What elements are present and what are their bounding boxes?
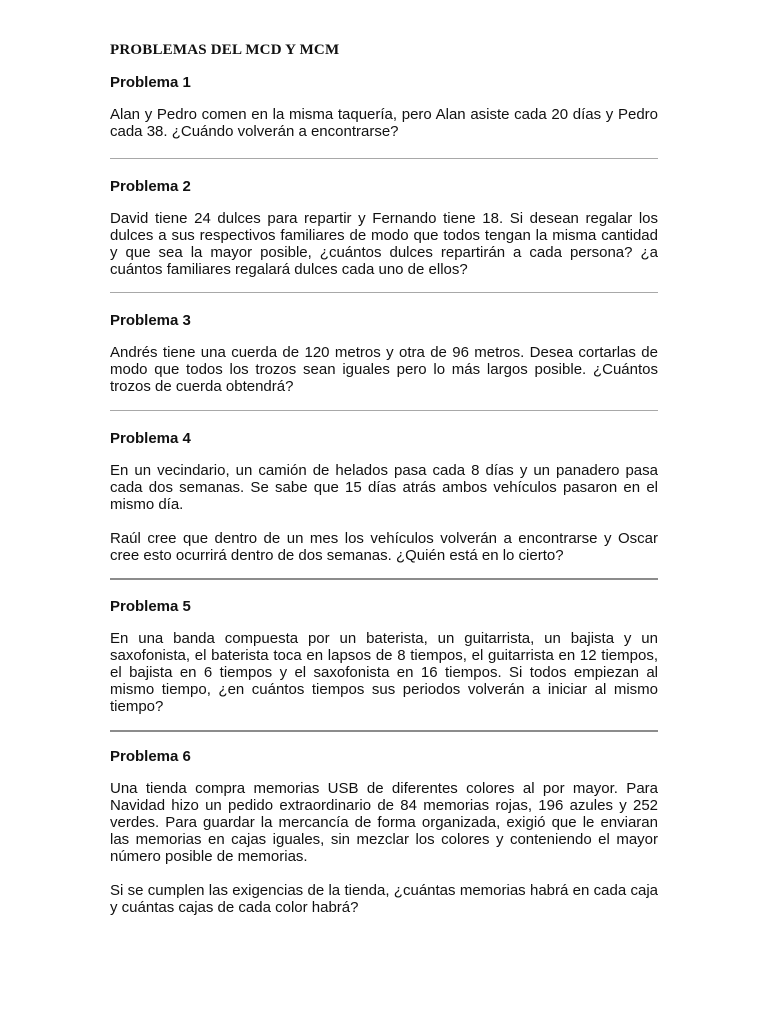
problem-2	[110, 178, 658, 278]
document-title: PROBLEMAS DEL MCD Y MCM	[110, 42, 340, 58]
problem-5-heading: Problema 5	[110, 598, 191, 615]
problem-1-heading: Problema 1	[110, 74, 191, 91]
problem-2-text: David tiene 24 dulces para repartir y Fernando tiene 18. Si desean regalar los dulces a sus respectivos familiares de modo que todos tengan la misma cantidad y que sea la mayor posible, ¿cuántos dulces repartirán a cada persona? ¿a cuántos familiares regalará dulces cada uno de ellos?	[110, 210, 658, 278]
problem-4-text: En un vecindario, un camión de helados pasa cada 8 días y un panadero pasa cada dos semanas. Se sabe que 15 días atrás ambos vehículos pasaron en el mismo día.	[110, 462, 658, 513]
problem-4	[110, 430, 658, 564]
problem-5-text: En una banda compuesta por un baterista, un guitarrista, un bajista y un saxofonista, el baterista toca en lapsos de 8 tiempos, el guitarrista en 12 tiempos, el bajista en 6 tiempos y el saxofonista en 16 tiempos. Si todos empiezan al mismo tiempo, ¿en cuántos tiempos sus periodos volverán a iniciar al mismo tiempo?	[110, 630, 658, 715]
divider	[110, 410, 658, 411]
problem-6-text: Una tienda compra memorias USB de diferentes colores al por mayor. Para Navidad hizo un pedido extraordinario de 84 memorias rojas, 196 azules y 252 verdes. Para guardar la mercancía de forma organizada, exigió que le enviaran las memorias en cajas iguales, sin mezclar los colores y conteniendo el mayor número posible de memorias.	[110, 780, 658, 865]
problem-6-heading: Problema 6	[110, 748, 191, 765]
divider	[110, 730, 658, 732]
divider	[110, 578, 658, 580]
problem-3-heading: Problema 3	[110, 312, 191, 329]
document-page	[110, 41, 658, 916]
problem-6-text-2: Si se cumplen las exigencias de la tienda, ¿cuántas memorias habrá en cada caja y cuántas cajas de cada color habrá?	[110, 882, 658, 916]
problem-3-text: Andrés tiene una cuerda de 120 metros y otra de 96 metros. Desea cortarlas de modo que todos los trozos sean iguales pero lo más largos posible. ¿Cuántos trozos de cuerda obtendrá?	[110, 344, 658, 395]
problem-1	[110, 74, 658, 140]
problem-3	[110, 312, 658, 395]
problem-5	[110, 598, 658, 715]
problem-2-heading: Problema 2	[110, 178, 191, 195]
divider	[110, 158, 658, 159]
problem-4-heading: Problema 4	[110, 430, 191, 447]
problem-1-text: Alan y Pedro comen en la misma taquería, pero Alan asiste cada 20 días y Pedro cada 38. ¿Cuándo volverán a encontrarse?	[110, 106, 658, 140]
divider	[110, 292, 658, 293]
problem-6	[110, 748, 658, 916]
problem-4-text-2: Raúl cree que dentro de un mes los vehículos volverán a encontrarse y Oscar cree esto ocurrirá dentro de dos semanas. ¿Quién está en lo cierto?	[110, 530, 658, 564]
